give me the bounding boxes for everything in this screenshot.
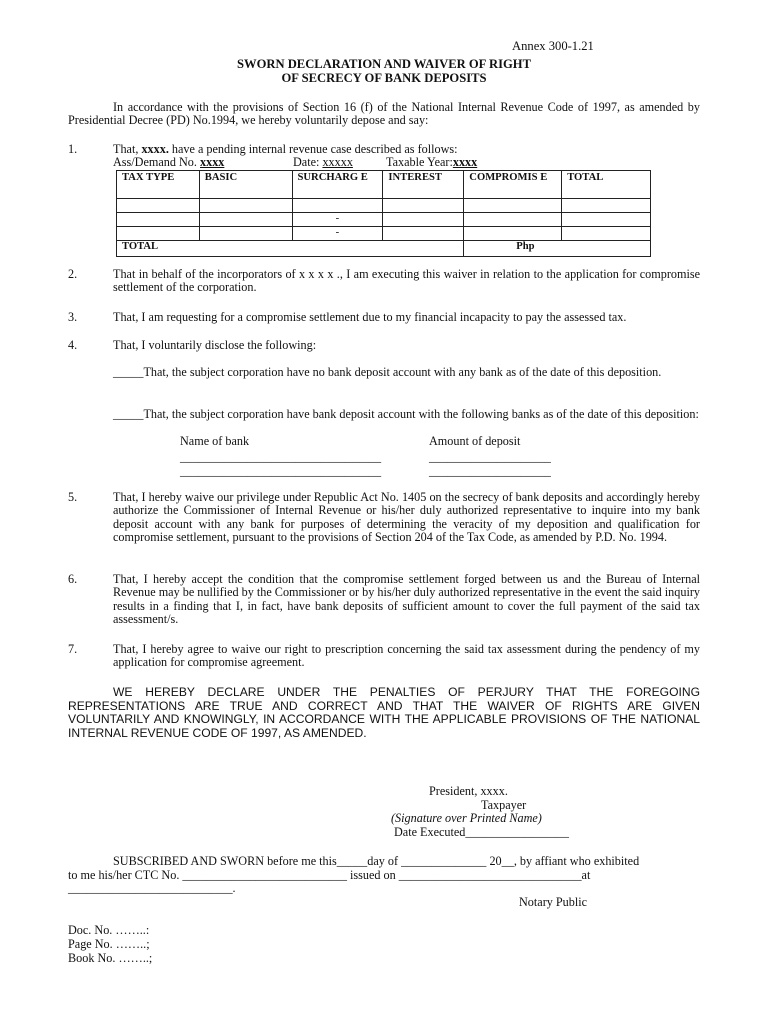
doc-number: Doc. No. ……..: — [68, 923, 150, 937]
table-header-row — [117, 171, 651, 199]
jurat-line-1: SUBSCRIBED AND SWORN before me this_____day of ______________ 20__, by affiant who exhibited — [113, 854, 640, 868]
deposit-amount-line: ____________________ — [429, 464, 551, 478]
item-3-number: 3. — [68, 310, 78, 324]
item-6-text: That, I hereby accept the condition that the compromise settlement forged between us and the Bureau of Internal Revenue may be nullified by the Commissioner or by his/her duly authorized representative in the event the said inquiry results in a finding that I, in fact, have bank deposits of sufficient amount to cover the full payment of the said tax assessment/s. — [113, 572, 700, 627]
date-field: Date: xxxxx — [293, 155, 353, 169]
item-6-number: 6. — [68, 572, 78, 586]
item-3-text: That, I am requesting for a compromise settlement due to my financial incapacity to pay the assessed tax. — [113, 310, 627, 324]
item-1-number: 1. — [68, 142, 78, 156]
col-compromise: COMPROMIS E — [464, 171, 562, 199]
perjury-declaration: WE HEREBY DECLARE UNDER THE PENALTIES OF PERJURY THAT THE FOREGOING REPRESENTATIONS ARE TRUE AND CORRECT AND THAT THE WAIVER OF RIGHTS ARE GIVEN VOLUNTARILY AND KNOWINGLY, IN ACCORDANCE WITH THE APPLICABLE PROVISIONS OF THE NATIONAL INTERNAL REVENUE CODE OF 1997, AS AMENDED. — [68, 685, 700, 740]
total-currency: Php — [464, 241, 651, 257]
table-row: - — [117, 213, 651, 227]
ass-demand-line: Ass/Demand No. xxxx — [113, 155, 225, 169]
taxpayer-label: Taxpayer — [481, 798, 527, 812]
disclosure-option-no-account: _____That, the subject corporation have no bank deposit account with any bank as of the date of this deposition. — [113, 365, 662, 379]
jurat-line-2: to me his/her CTC No. ___________________________ issued on ______________________________at — [68, 868, 591, 882]
document-title-line2: OF SECRECY OF BANK DEPOSITS — [281, 71, 487, 85]
col-total: TOTAL — [562, 171, 651, 199]
president-name: President, xxxx. — [429, 784, 508, 798]
bank-name-line: _________________________________ — [180, 464, 382, 478]
item-2-text: That in behalf of the incorporators of x x x x ., I am executing this waiver in relation to the application for compromise settlement of the corporation. — [113, 267, 700, 295]
item-7-text: That, I hereby agree to waive our right to prescription concerning the said tax assessment during the pendency of my application for compromise agreement. — [113, 642, 700, 670]
book-number: Book No. ……..; — [68, 951, 153, 965]
table-row — [117, 199, 651, 213]
date-executed-field: Date Executed_________________ — [394, 825, 569, 839]
tax-assessment-table — [116, 170, 651, 257]
bank-name-line: _________________________________ — [180, 450, 382, 464]
item-4-text: That, I voluntarily disclose the following: — [113, 338, 317, 352]
disclosure-option-has-account: _____That, the subject corporation have bank deposit account with the following banks as of the date of this deposition: — [113, 407, 699, 421]
total-label: TOTAL — [117, 241, 464, 257]
signature-note: (Signature over Printed Name) — [391, 811, 542, 825]
item-5-number: 5. — [68, 490, 78, 504]
table-total-row — [117, 241, 651, 257]
table-row: - — [117, 227, 651, 241]
item-7-number: 7. — [68, 642, 78, 656]
col-interest: INTEREST — [383, 171, 464, 199]
jurat-line-3: ___________________________. — [68, 881, 236, 895]
item-5-text: That, I hereby waive our privilege under Republic Act No. 1405 on the secrecy of bank deposits and accordingly hereby authorize the Commissioner of Internal Revenue or his/her duly authorized representative to inquire into my bank deposit account with any bank for purposes of determining the veracity of my deposition and qualification for compromise settlement, pursuant to the provisions of Section 204 of the Tax Code, as amended by P.D. No. 1994. — [113, 490, 700, 545]
document-title-line1: SWORN DECLARATION AND WAIVER OF RIGHT — [236, 57, 531, 71]
page-number: Page No. ……..; — [68, 937, 150, 951]
item-2-number: 2. — [68, 267, 78, 281]
taxable-year-field: Taxable Year:xxxx — [386, 155, 478, 169]
notary-public-label: Notary Public — [519, 895, 588, 909]
item-1-text: That, xxxx. have a pending internal revenue case described as follows: — [113, 142, 458, 156]
intro-paragraph: In accordance with the provisions of Section 16 (f) of the National Internal Revenue Code of 1997, as amended by Presidential Decree (PD) No.1994, we hereby voluntarily depose and say: — [68, 100, 700, 128]
deposit-amount-line: ____________________ — [429, 450, 551, 464]
bank-name-label: Name of bank — [180, 434, 250, 448]
annex-number: Annex 300-1.21 — [512, 39, 594, 53]
item-4-number: 4. — [68, 338, 78, 352]
col-tax-type: TAX TYPE — [117, 171, 200, 199]
col-surcharge: SURCHARG E — [292, 171, 383, 199]
col-basic: BASIC — [199, 171, 292, 199]
deposit-amount-label: Amount of deposit — [429, 434, 521, 448]
